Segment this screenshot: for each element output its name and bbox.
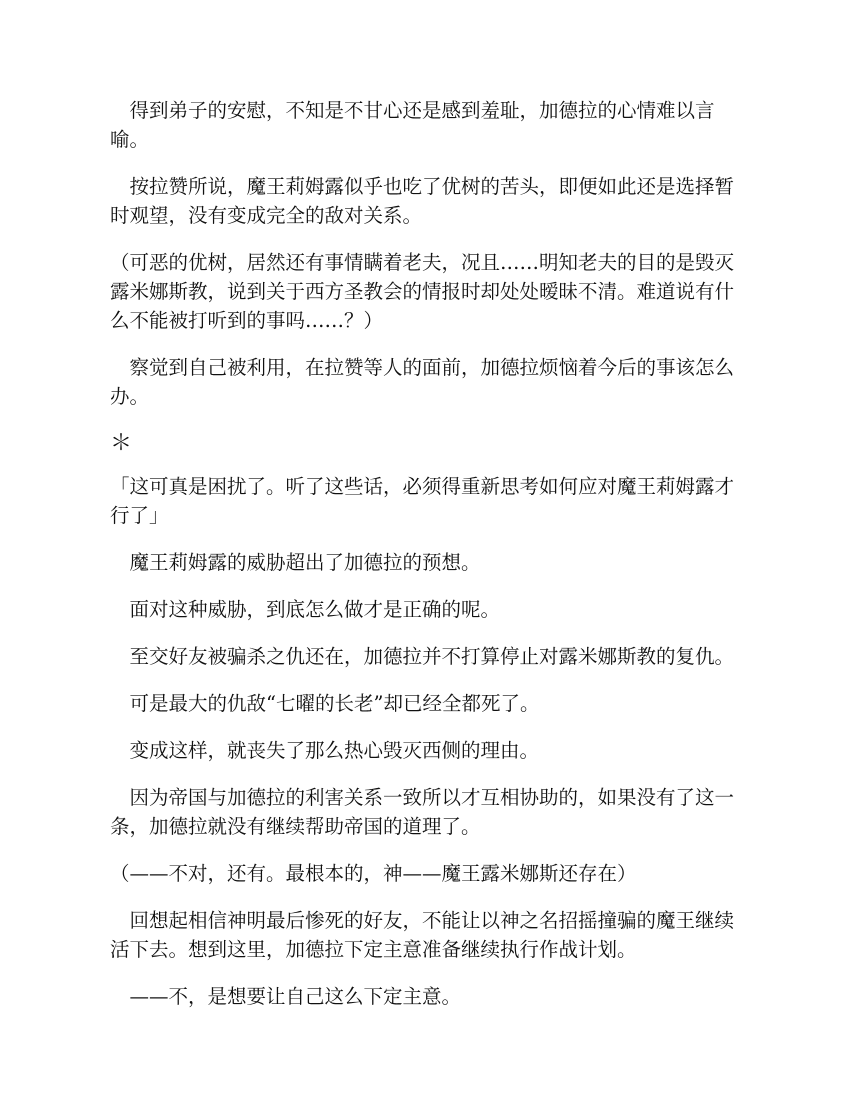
paragraph: 变成这样，就丧失了那么热心毁灭西侧的理由。 <box>129 739 540 762</box>
paragraph: 因为帝国与加德拉的利害关系一致所以才互相协助的，如果没有了这一条，加德拉就没有继续帮助帝国的道理了。 <box>110 786 735 838</box>
text-column <box>110 96 750 1029</box>
paragraph: 面对这种威胁，到底怎么做才是正确的呢。 <box>129 598 501 621</box>
paragraph: 魔王莉姆露的威胁超出了加德拉的预想。 <box>129 551 481 574</box>
paragraph: 按拉赞所说，魔王莉姆露似乎也吃了优树的苦头，即便如此还是选择暂时观望，没有变成完全的敌对关系。 <box>110 175 735 227</box>
paragraph-inner-monologue: （——不对，还有。最根本的，神——魔王露米娜斯还存在） <box>110 862 637 885</box>
paragraph: 察觉到自己被利用，在拉赞等人的面前，加德拉烦恼着今后的事该怎么办。 <box>110 356 735 408</box>
paragraph-dialogue: 「这可真是困扰了。听了这些话，必须得重新思考如何应对魔王莉姆露才行了」 <box>110 475 735 527</box>
paragraph: 可是最大的仇敌“七曜的长老”却已经全都死了。 <box>129 692 540 715</box>
paragraph: ——不，是想要让自己这么下定主意。 <box>129 985 462 1008</box>
paragraph: 回想起相信神明最后惨死的好友，不能让以神之名招摇撞骗的魔王继续活下去。想到这里，加德拉下定主意准备继续执行作战计划。 <box>110 909 735 961</box>
paragraph: 至交好友被骗杀之仇还在，加德拉并不打算停止对露米娜斯教的复仇。 <box>129 645 735 668</box>
scene-separator: ＊ <box>110 431 133 456</box>
paragraph: 得到弟子的安慰，不知是不甘心还是感到羞耻，加德拉的心情难以言喻。 <box>110 99 715 151</box>
paragraph-inner-monologue: （可恶的优树，居然还有事情瞒着老夫，况且……明知老夫的目的是毁灭露米娜斯教，说到关于西方圣教会的情报时却处处暧昧不清。难道说有什么不能被打听到的事吗……？） <box>110 251 735 332</box>
